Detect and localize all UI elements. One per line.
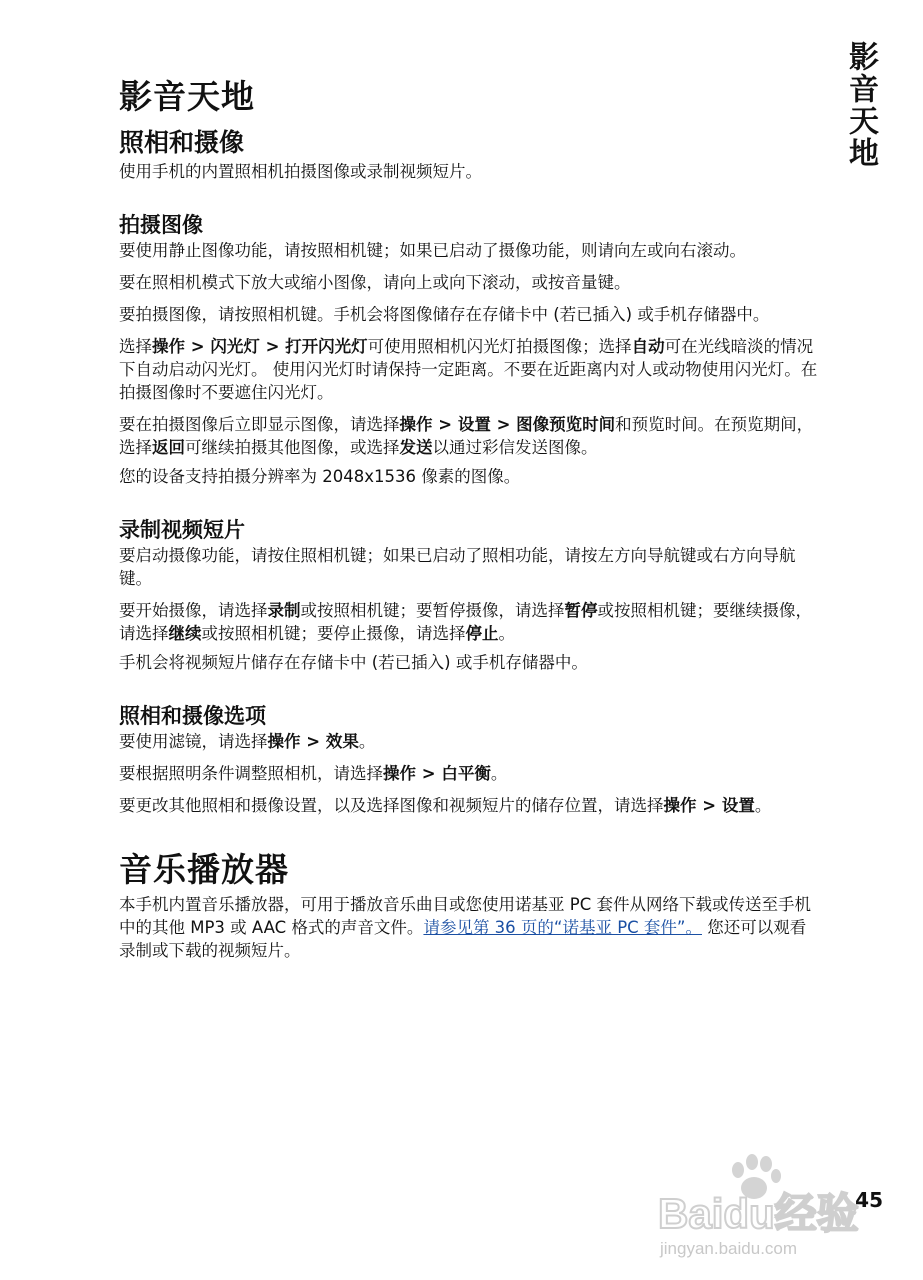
- photo-paragraph-5: 要在拍摄图像后立即显示图像，请选择操作 > 设置 > 图像预览时间和预览时间。在预览期间，选择返回可继续拍摄其他图像，或选择发送以通过彩信发送图像。: [119, 415, 814, 457]
- menu-term: 操作: [383, 764, 416, 783]
- watermark-brand: Baidu经验: [658, 1190, 859, 1237]
- page-title: 影音天地: [119, 77, 255, 116]
- photo-paragraph-4: 选择操作 > 闪光灯 > 打开闪光灯可使用照相机闪光灯拍摄图像；选择自动可在光线暗淡的情况下自动启动闪光灯。 使用闪光灯时请保持一定距离。不要在近距离内对人或动物使用闪光灯。在拍摄图像时不要遮住闪光灯。: [119, 337, 818, 402]
- menu-term: 停止: [465, 624, 499, 643]
- section-heading-music: 音乐播放器: [119, 850, 289, 889]
- menu-term: 设置: [721, 796, 755, 815]
- menu-term: 录制: [267, 601, 301, 620]
- menu-term: 操作: [267, 732, 301, 751]
- menu-term: 设置: [457, 415, 491, 434]
- menu-term: 闪光灯: [210, 337, 260, 356]
- options-paragraph-1: 要使用滤镜，请选择操作 > 效果。: [119, 732, 376, 751]
- menu-term: 白平衡: [441, 764, 491, 783]
- side-section-tab: 影音天地: [843, 41, 878, 169]
- subsection-heading-options: 照相和摄像选项: [119, 704, 266, 728]
- watermark-url: jingyan.baidu.com: [660, 1239, 798, 1258]
- music-paragraph: 本手机内置音乐播放器，可用于播放音乐曲目或您使用诺基亚 PC 套件从网络下载或传送至手机中的其他 MP3 或 AAC 格式的声音文件。请参见第 36 页的“诺基亚 PC 套件”。 您还可以观看录制或下载的视频短片。: [119, 895, 811, 960]
- menu-term: 图像预览时间: [516, 415, 616, 434]
- menu-term: 继续: [168, 624, 202, 643]
- menu-term: 自动: [631, 337, 665, 356]
- photo-paragraph-3: 要拍摄图像，请按照相机键。手机会将图像储存在存储卡中 (若已插入) 或手机存储器中。: [119, 305, 770, 324]
- subsection-heading-photo: 拍摄图像: [119, 213, 203, 237]
- photo-paragraph-1: 要使用静止图像功能，请按照相机键；如果已启动了摄像功能，则请向左或向右滚动。: [119, 241, 746, 260]
- pc-suite-reference-link[interactable]: 请参见第 36 页的“诺基亚 PC 套件”。: [423, 918, 702, 937]
- options-paragraph-3: 要更改其他照相和摄像设置，以及选择图像和视频短片的储存位置，请选择操作 > 设置。: [119, 796, 772, 815]
- video-paragraph-2: 要开始摄像，请选择录制或按照相机键；要暂停摄像，请选择暂停或按照相机键；要继续摄像，请选择继续或按照相机键；要停止摄像，请选择停止。: [119, 601, 812, 643]
- menu-term: 操作: [663, 796, 697, 815]
- subsection-heading-video: 录制视频短片: [119, 518, 245, 542]
- page-content: [119, 74, 819, 962]
- photo-paragraph-6: 您的设备支持拍摄分辨率为 2048x1536 像素的图像。: [119, 467, 521, 486]
- menu-term: 打开闪光灯: [285, 337, 368, 356]
- options-paragraph-2: 要根据照明条件调整照相机，请选择操作 > 白平衡。: [119, 764, 508, 783]
- menu-term: 暂停: [564, 601, 598, 620]
- menu-term: 发送: [399, 438, 433, 457]
- video-paragraph-3: 手机会将视频短片储存在存储卡中 (若已插入) 或手机存储器中。: [119, 653, 588, 672]
- menu-term: 效果: [325, 732, 359, 751]
- baidu-watermark: [630, 1150, 890, 1260]
- camera-intro: 使用手机的内置照相机拍摄图像或录制视频短片。: [119, 162, 482, 181]
- photo-paragraph-2: 要在照相机模式下放大或缩小图像，请向上或向下滚动，或按音量键。: [119, 273, 631, 292]
- menu-term: 操作: [152, 337, 185, 356]
- menu-term: 操作: [399, 415, 433, 434]
- section-heading-camera: 照相和摄像: [119, 128, 245, 157]
- menu-term: 返回: [152, 438, 185, 457]
- page-number: 45: [855, 1188, 883, 1212]
- video-paragraph-1: 要启动摄像功能，请按住照相机键；如果已启动了照相功能，请按左方向导航键或右方向导航键。: [119, 546, 796, 588]
